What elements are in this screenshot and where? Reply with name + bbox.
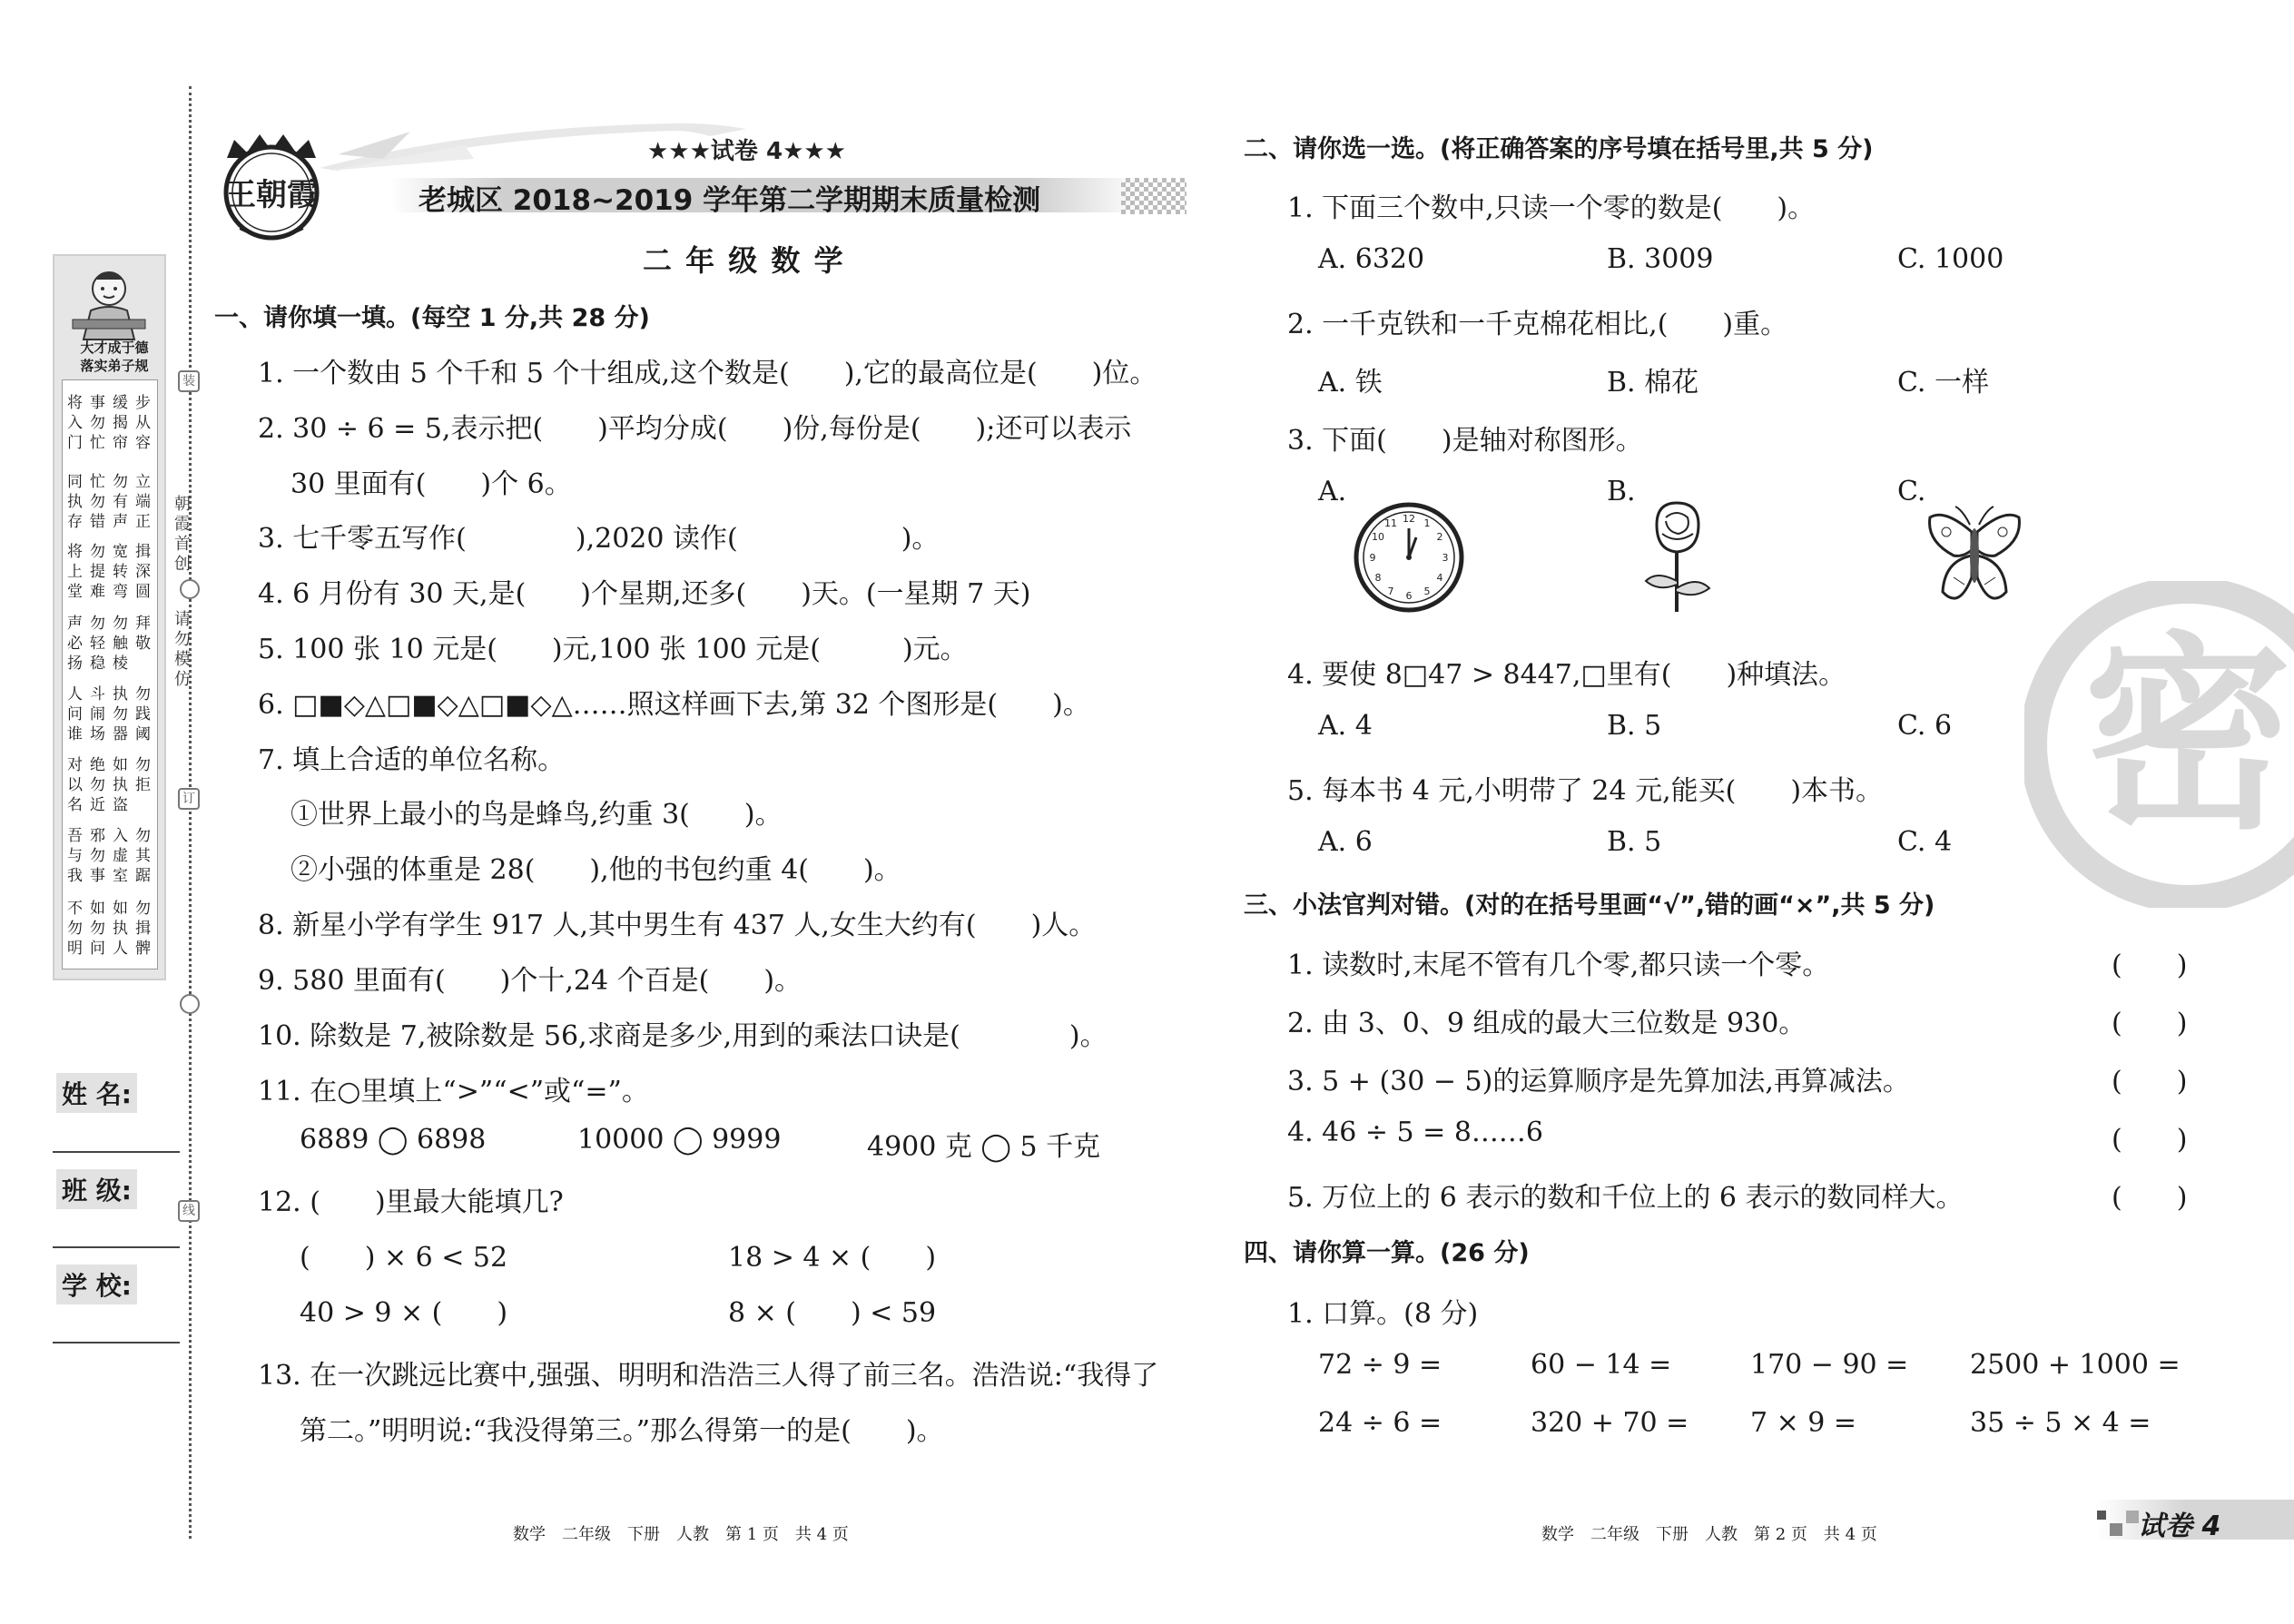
s2-q1-option-b[interactable]: B. 3009	[1607, 243, 1714, 275]
motto-verse-group	[67, 393, 158, 453]
s2-question-3: 3. 下面( )是轴对称图形。	[1287, 425, 1643, 457]
svg-text:3: 3	[1442, 552, 1449, 564]
motto-heading-line-2: 落实弟子规	[80, 358, 149, 374]
svg-text:9: 9	[1369, 552, 1376, 564]
svg-text:7: 7	[1387, 586, 1394, 597]
motto-verse-group	[67, 472, 158, 532]
school-field[interactable]	[53, 1342, 180, 1343]
s1-question-2-cont: 30 里面有( )个 6。	[290, 468, 572, 500]
s2-q2-option-c[interactable]: C. 一样	[1897, 367, 1989, 399]
s1-q12-item-1: ( ) × 6 < 52	[300, 1242, 508, 1274]
s1-question-2: 2. 30 ÷ 6 = 5,表示把( )平均分成( )份,每份是( );还可以表示	[258, 413, 1132, 445]
s2-q5-option-b[interactable]: B. 5	[1607, 826, 1662, 858]
section2-heading: 二、请你选一选。(将正确答案的序号填在括号里,共 5 分)	[1244, 135, 1874, 163]
title-checker-decoration	[1121, 178, 1186, 214]
s2-q2-option-b[interactable]: B. 棉花	[1607, 367, 1699, 399]
s3-item-2: 2. 由 3、0、9 组成的最大三位数是 930。	[1287, 1008, 1807, 1039]
motto-verse-line: 对绝如勿	[67, 756, 158, 774]
binding-hole-1	[180, 579, 200, 599]
paper-tab-label: 试卷 4	[2138, 1511, 2221, 1542]
binding-vertical-text-1: 朝霞首创	[172, 495, 191, 575]
s2-q5-option-a[interactable]: A. 6	[1318, 826, 1373, 858]
footer-right: 数学 二年级 下册 人教 第 2 页 共 4 页	[1541, 1525, 1877, 1544]
motto-verse-line: 必轻触敬	[67, 635, 158, 653]
svg-text:4: 4	[1436, 572, 1443, 584]
motto-heading	[64, 339, 165, 375]
s3-answer-bracket-3[interactable]: ( )	[2112, 1066, 2188, 1097]
s2-q1-option-c[interactable]: C. 1000	[1897, 243, 2004, 275]
s1-q11-item-1: 6889 ◯ 6898	[300, 1124, 487, 1156]
motto-verse-group	[67, 614, 158, 674]
s4-calc-4: 2500 + 1000 =	[1970, 1349, 2181, 1381]
s1-question-11: 11. 在○里填上“>”“<”或“=”。	[258, 1076, 649, 1107]
s4-calc-1: 72 ÷ 9 =	[1318, 1349, 1442, 1381]
s1-question-3: 3. 七千零五写作( ),2020 读作( )。	[258, 523, 940, 555]
tab-square-decoration	[2110, 1523, 2122, 1536]
s2-question-4: 4. 要使 8□47 > 8447,□里有( )种填法。	[1287, 659, 1846, 691]
s1-question-5: 5. 100 张 10 元是( )元,100 张 100 元是( )元。	[258, 634, 968, 665]
section3-heading: 三、小法官判对错。(对的在括号里画“√”,错的画“×”,共 5 分)	[1244, 891, 1935, 920]
section1-heading: 一、请你填一填。(每空 1 分,共 28 分)	[214, 304, 650, 332]
name-label: 姓 名:	[56, 1073, 137, 1113]
scholar-figure-icon	[64, 263, 154, 340]
binding-vertical-text-2: 请勿模仿	[172, 610, 191, 690]
svg-text:2: 2	[1436, 531, 1443, 543]
s2-q5-option-c[interactable]: C. 4	[1897, 826, 1953, 858]
motto-verse-line: 吾邪入勿	[67, 827, 158, 845]
motto-verse-line: 堂难弯圆	[67, 583, 158, 601]
s1-question-7b: ②小强的体重是 28( ),他的书包约重 4( )。	[290, 854, 901, 886]
motto-verse-group	[67, 826, 158, 886]
s2-q4-option-a[interactable]: A. 4	[1318, 710, 1373, 742]
motto-verse-group	[67, 684, 158, 744]
s2-q3-option-c[interactable]: C.	[1897, 476, 1926, 507]
exam-title: 老城区 2018~2019 学年第二学期期末质量检测	[418, 184, 1041, 217]
s1-question-6: 6. □■◇△□■◇△□■◇△……照这样画下去,第 32 个图形是( )。	[258, 689, 1090, 721]
motto-verse-line: 声勿勿拜	[67, 615, 158, 633]
s1-question-7: 7. 填上合适的单位名称。	[258, 744, 566, 776]
s4-question-1: 1. 口算。(8 分)	[1287, 1298, 1479, 1330]
motto-verse-line: 门忙帘容	[67, 434, 158, 452]
motto-verse-line: 问闹勿践	[67, 705, 158, 723]
s2-q4-option-b[interactable]: B. 5	[1607, 710, 1662, 742]
binding-hole-2	[180, 994, 200, 1014]
s2-q3-option-a[interactable]: A.	[1318, 476, 1347, 507]
s1-question-13: 13. 在一次跳远比赛中,强强、明明和浩浩三人得了前三名。浩浩说:“我得了	[258, 1360, 1159, 1392]
svg-text:12: 12	[1403, 513, 1415, 525]
binding-mark-1: 装	[178, 370, 200, 392]
motto-verse-line: 以勿执拒	[67, 776, 158, 794]
motto-verse-line: 入勿揭从	[67, 414, 158, 432]
s1-q11-item-3: 4900 克 ◯ 5 千克	[867, 1131, 1101, 1163]
s4-calc-3: 170 − 90 =	[1750, 1349, 1909, 1381]
s1-question-10: 10. 除数是 7,被除数是 56,求商是多少,用到的乘法口诀是( )。	[258, 1020, 1108, 1052]
s1-question-4: 4. 6 月份有 30 天,是( )个星期,还多( )天。(一星期 7 天)	[258, 578, 1031, 610]
s3-answer-bracket-5[interactable]: ( )	[2112, 1182, 2188, 1214]
paper-tag: ★★★试卷 4★★★	[647, 138, 846, 165]
s4-calc-5: 24 ÷ 6 =	[1318, 1407, 1442, 1439]
binding-mark-3: 线	[178, 1200, 200, 1222]
svg-text:密: 密	[2082, 613, 2293, 858]
s4-calc-6: 320 + 70 =	[1531, 1407, 1689, 1439]
s2-question-2: 2. 一千克铁和一千克棉花相比,( )重。	[1287, 309, 1788, 340]
s4-calc-7: 7 × 9 =	[1750, 1407, 1857, 1439]
s1-question-13-cont: 第二。”明明说:“我没得第三。”那么得第一的是( )。	[300, 1415, 944, 1447]
s1-q12-item-4: 8 × ( ) < 59	[728, 1297, 937, 1329]
s1-question-9: 9. 580 里面有( )个十,24 个百是( )。	[258, 965, 802, 997]
motto-verse-line: 与勿虚其	[67, 847, 158, 865]
svg-text:11: 11	[1384, 517, 1397, 529]
svg-text:6: 6	[1405, 590, 1413, 602]
motto-heading-line-1: 大才成于德	[80, 340, 149, 356]
s1-question-1: 1. 一个数由 5 个千和 5 个十组成,这个数是( ),它的最高位是( )位。	[258, 358, 1157, 389]
rose-icon	[1639, 497, 1716, 614]
school-label: 学 校:	[56, 1265, 137, 1304]
exam-subtitle: 二 年 级 数 学	[643, 243, 845, 278]
motto-verse-line: 将事缓步	[67, 394, 158, 412]
s2-question-5: 5. 每本书 4 元,小明带了 24 元,能买( )本书。	[1287, 775, 1884, 807]
s1-q12-item-2: 18 > 4 × ( )	[728, 1242, 937, 1274]
motto-verse-line: 谁场器阈	[67, 725, 158, 743]
motto-verse-line: 明问人髀	[67, 940, 158, 958]
s3-item-1: 1. 读数时,末尾不管有几个零,都只读一个零。	[1287, 950, 1830, 981]
s2-q1-option-a[interactable]: A. 6320	[1318, 243, 1425, 275]
svg-text:1: 1	[1423, 517, 1431, 529]
binding-mark-2: 订	[178, 788, 200, 810]
motto-verse-group	[67, 542, 158, 602]
s3-answer-bracket-2[interactable]: ( )	[2112, 1008, 2188, 1039]
class-label: 班 级:	[56, 1169, 137, 1209]
s1-q11-item-2: 10000 ◯ 9999	[577, 1124, 782, 1156]
name-field[interactable]	[53, 1151, 180, 1153]
butterfly-icon	[1926, 505, 2023, 612]
s3-item-5: 5. 万位上的 6 表示的数和千位上的 6 表示的数同样大。	[1287, 1182, 1964, 1214]
motto-verse-line: 上提转深	[67, 563, 158, 581]
svg-text:8: 8	[1374, 572, 1382, 584]
motto-verse-group	[67, 899, 158, 959]
tab-square-decoration	[2097, 1511, 2106, 1520]
s2-question-1: 1. 下面三个数中,只读一个零的数是( )。	[1287, 192, 1816, 224]
s1-question-7a: ①世界上最小的鸟是蜂鸟,约重 3( )。	[290, 799, 783, 831]
s1-q12-item-3: 40 > 9 × ( )	[300, 1297, 508, 1329]
motto-verse-line: 存错声正	[67, 513, 158, 531]
s2-q2-option-a[interactable]: A. 铁	[1318, 367, 1383, 399]
tab-square-decoration	[2126, 1511, 2139, 1523]
s3-answer-bracket-4[interactable]: ( )	[2112, 1124, 2188, 1156]
class-field[interactable]	[53, 1246, 180, 1248]
s1-question-8: 8. 新星小学有学生 917 人,其中男生有 437 人,女生大约有( )人。	[258, 910, 1097, 941]
motto-verse-line: 扬稳棱	[67, 655, 135, 673]
motto-verse-line: 名近盗	[67, 796, 135, 814]
binding-dotted-line	[189, 86, 192, 1539]
motto-verse-line: 不如如勿	[67, 900, 158, 918]
s1-question-12: 12. ( )里最大能填几?	[258, 1186, 564, 1218]
motto-verse-line: 人斗执勿	[67, 685, 158, 704]
motto-verse-line: 我事室踞	[67, 867, 158, 885]
s3-item-3: 3. 5 + (30 − 5)的运算顺序是先算加法,再算减法。	[1287, 1066, 1910, 1097]
wangzhaoxia-logo-icon	[207, 127, 336, 243]
footer-left: 数学 二年级 下册 人教 第 1 页 共 4 页	[513, 1525, 849, 1544]
s3-item-4: 4. 46 ÷ 5 = 8……6	[1287, 1117, 1544, 1148]
s2-q4-option-c[interactable]: C. 6	[1897, 710, 1953, 742]
s4-calc-8: 35 ÷ 5 × 4 =	[1970, 1407, 2151, 1439]
motto-verse-group	[67, 755, 158, 815]
motto-verse-line: 同忙勿立	[67, 473, 158, 491]
clock-icon	[1353, 501, 1465, 614]
s4-calc-2: 60 − 14 =	[1531, 1349, 1672, 1381]
svg-text:王朝霞: 王朝霞	[225, 177, 318, 213]
motto-verse-line: 执勿有端	[67, 493, 158, 511]
s2-q3-option-b[interactable]: B.	[1607, 476, 1636, 507]
motto-verse-line: 勿勿执揖	[67, 920, 158, 938]
motto-verse-line: 将勿宽揖	[67, 543, 158, 561]
svg-text:5: 5	[1423, 586, 1431, 597]
section4-heading: 四、请你算一算。(26 分)	[1244, 1239, 1530, 1267]
s3-answer-bracket-1[interactable]: ( )	[2112, 950, 2188, 981]
confidential-seal-watermark	[2024, 581, 2294, 908]
svg-text:10: 10	[1372, 531, 1384, 543]
